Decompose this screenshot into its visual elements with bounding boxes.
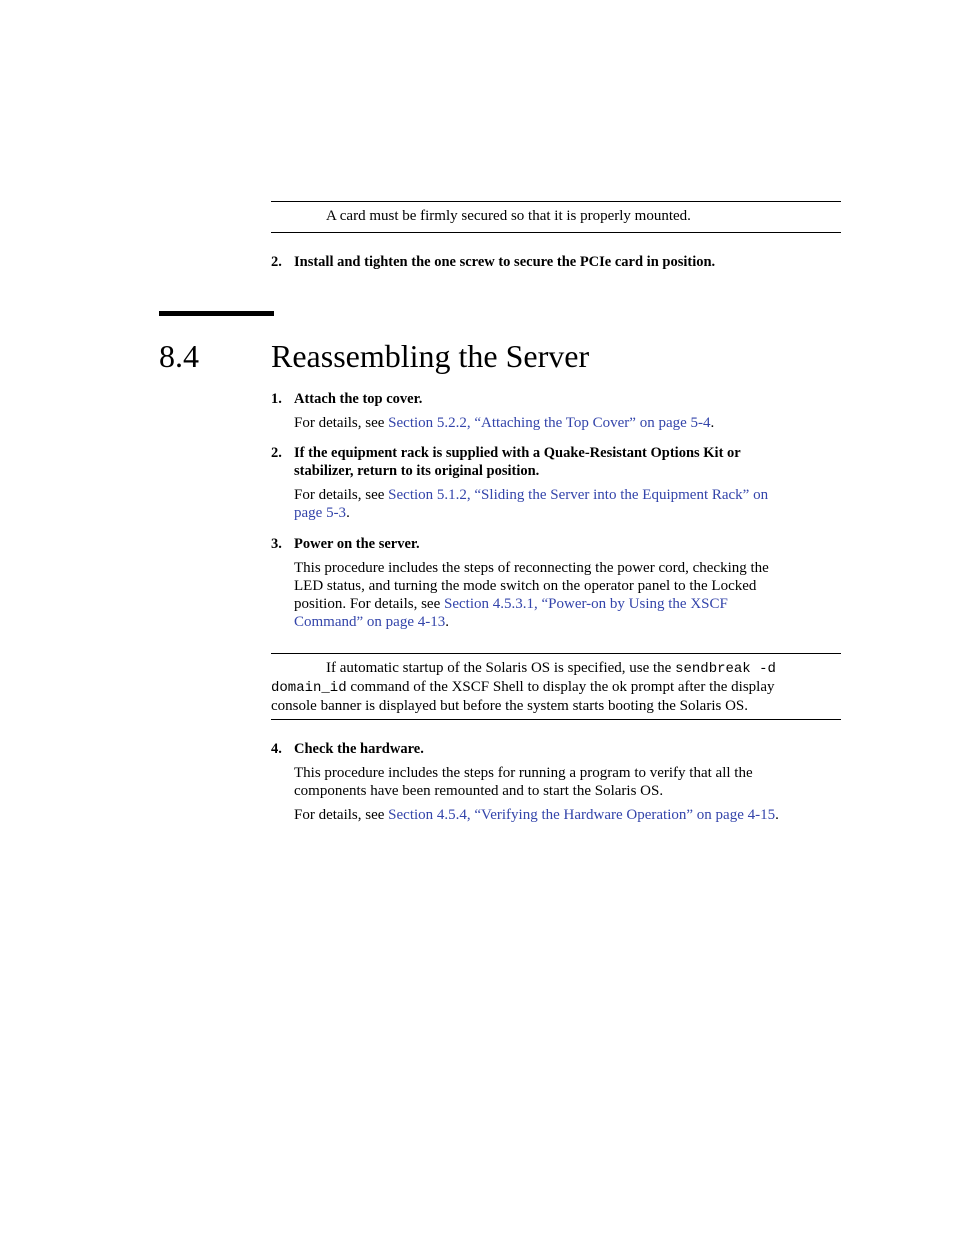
top-note-rule-top — [271, 201, 841, 202]
cross-reference-link[interactable]: Section 5.2.2, “Attaching the Top Cover” on page 5-4 — [388, 415, 711, 431]
cross-reference-link[interactable]: Section 4.5.4, “Verifying the Hardware Operation” on page 4-15 — [388, 807, 776, 823]
middle-note — [271, 659, 841, 715]
cross-reference-link-cont[interactable]: page 5-3 — [294, 505, 347, 521]
step-details — [294, 806, 841, 824]
step-number: 2. — [271, 445, 282, 461]
pre-step-number: 2. — [271, 254, 282, 270]
pre-step-title: Install and tighten the one screw to secure the PCIe card in position. — [294, 254, 716, 270]
top-note-rule-bottom — [271, 232, 841, 233]
step-number: 4. — [271, 741, 282, 757]
body-line-3: position. For details, see — [294, 596, 444, 612]
step-title-line-1: If the equipment rack is supplied with a Quake-Resistant Options Kit or — [294, 445, 741, 461]
middle-note-rule-bottom — [271, 719, 841, 720]
middle-note-line-3: console banner is displayed but before the system starts booting the Solaris OS. — [271, 698, 749, 714]
step-title: Attach the top cover. — [294, 391, 423, 407]
details-suffix: . — [710, 415, 715, 431]
details-suffix: . — [445, 614, 449, 630]
section-title: Reassembling the Server — [271, 338, 590, 374]
step-number: 3. — [271, 536, 282, 552]
command-argument: domain_id — [271, 680, 347, 696]
details-suffix: . — [775, 807, 779, 823]
cross-reference-link[interactable]: Section 4.5.3.1, “Power-on by Using the XSCF — [444, 596, 728, 612]
details-suffix: . — [346, 505, 350, 521]
step-1 — [271, 390, 841, 432]
note-line-2-rest: command of the XSCF Shell to display the ok prompt after the display — [346, 679, 775, 695]
details-prefix: For details, see — [294, 487, 389, 503]
step-number: 1. — [271, 391, 282, 407]
step-details — [294, 559, 841, 631]
body-line-1: This procedure includes the steps of reconnecting the power cord, checking the — [294, 560, 769, 576]
body-line-1: This procedure includes the steps for running a program to verify that all the — [294, 765, 753, 781]
note-prefix: If automatic startup of the Solaris OS is specified, use the — [326, 660, 676, 676]
section-number: 8.4 — [159, 338, 199, 374]
step-3 — [271, 535, 841, 631]
middle-note-line-2 — [271, 678, 841, 697]
cross-reference-link[interactable]: Section 5.1.2, “Sliding the Server into the Equipment Rack” on — [388, 487, 769, 503]
step-title: Check the hardware. — [294, 741, 424, 757]
step-description — [294, 764, 841, 800]
middle-note-rule-top — [271, 653, 841, 654]
step-title-line-2: stabilizer, return to its original position. — [294, 463, 540, 479]
step-4 — [271, 740, 841, 824]
body-line-2: components have been remounted and to start the Solaris OS. — [294, 783, 664, 799]
section-rule — [159, 311, 274, 316]
step-2 — [271, 444, 841, 522]
cross-reference-link-cont[interactable]: Command” on page 4-13 — [294, 614, 446, 630]
step-details — [294, 414, 841, 432]
middle-note-line-1 — [271, 659, 841, 678]
step-title: Power on the server. — [294, 536, 420, 552]
command-text: sendbreak -d — [675, 661, 776, 677]
details-prefix: For details, see — [294, 415, 389, 431]
top-note-text: A card must be firmly secured so that it is properly mounted. — [326, 208, 691, 224]
pre-step — [271, 253, 841, 271]
step-details — [294, 486, 841, 522]
details-prefix: For details, see — [294, 807, 389, 823]
body-line-2: LED status, and turning the mode switch on the operator panel to the Locked — [294, 578, 757, 594]
